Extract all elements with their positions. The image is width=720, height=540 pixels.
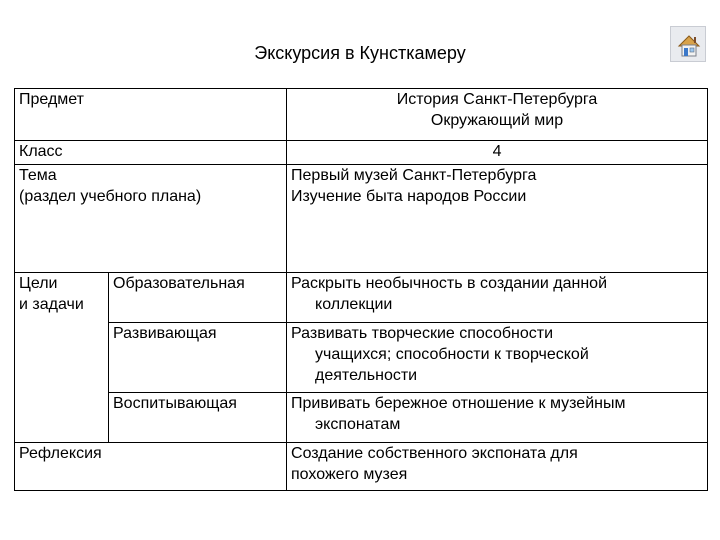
table-row-goal-developmental xyxy=(15,323,708,393)
goals-label-line1: Цели xyxy=(19,275,58,292)
goal-educational-line2: коллекции xyxy=(315,296,393,313)
topic-label xyxy=(15,165,287,273)
goals-label xyxy=(15,273,109,443)
table-row-goal-educational xyxy=(15,273,708,323)
goal-developmental-line1: Развивать творческие способности xyxy=(291,325,554,342)
subject-label: Предмет xyxy=(15,89,287,141)
table-row-topic xyxy=(15,165,708,273)
goal-upbringing-line2: экспонатам xyxy=(315,416,401,433)
table-row-grade xyxy=(15,141,708,165)
goal-text-developmental xyxy=(287,323,708,393)
goal-type-educational: Образовательная xyxy=(109,273,287,323)
subject-value-line2: Окружающий мир xyxy=(430,112,564,129)
topic-value-line1: Первый музей Санкт-Петербурга xyxy=(291,167,537,184)
excursion-table xyxy=(14,88,708,491)
home-icon xyxy=(676,31,702,59)
goal-upbringing-line1: Прививать бережное отношение к музейным xyxy=(291,395,626,412)
goal-developmental-line3: деятельности xyxy=(315,367,418,384)
goal-type-developmental: Развивающая xyxy=(109,323,287,393)
topic-value xyxy=(287,165,708,273)
page-title: Экскурсия в Кунсткамеру xyxy=(254,43,466,63)
topic-label-line1: Тема xyxy=(19,167,57,184)
subject-value xyxy=(287,89,708,141)
goal-text-educational xyxy=(287,273,708,323)
reflection-value-line1: Создание собственного экспоната для xyxy=(291,445,578,462)
topic-value-line2: Изучение быта народов России xyxy=(291,188,527,205)
reflection-value xyxy=(287,443,708,491)
reflection-value-line2: похожего музея xyxy=(291,466,408,483)
home-button[interactable] xyxy=(670,26,706,62)
goals-label-line2: и задачи xyxy=(19,296,84,313)
goal-text-upbringing xyxy=(287,393,708,443)
grade-label: Класс xyxy=(15,141,287,165)
goal-developmental-line2: учащихся; способности к творческой xyxy=(315,346,589,363)
goal-educational-line1: Раскрыть необычность в создании данной xyxy=(291,275,607,292)
table-row-reflection xyxy=(15,443,708,491)
goal-type-upbringing: Воспитывающая xyxy=(109,393,287,443)
table-row-subject xyxy=(15,89,708,141)
grade-value: 4 xyxy=(287,141,708,165)
table-row-goal-upbringing xyxy=(15,393,708,443)
subject-value-line1: История Санкт-Петербурга xyxy=(396,91,598,108)
reflection-label: Рефлексия xyxy=(15,443,287,491)
topic-label-line2: (раздел учебного плана) xyxy=(19,188,202,205)
